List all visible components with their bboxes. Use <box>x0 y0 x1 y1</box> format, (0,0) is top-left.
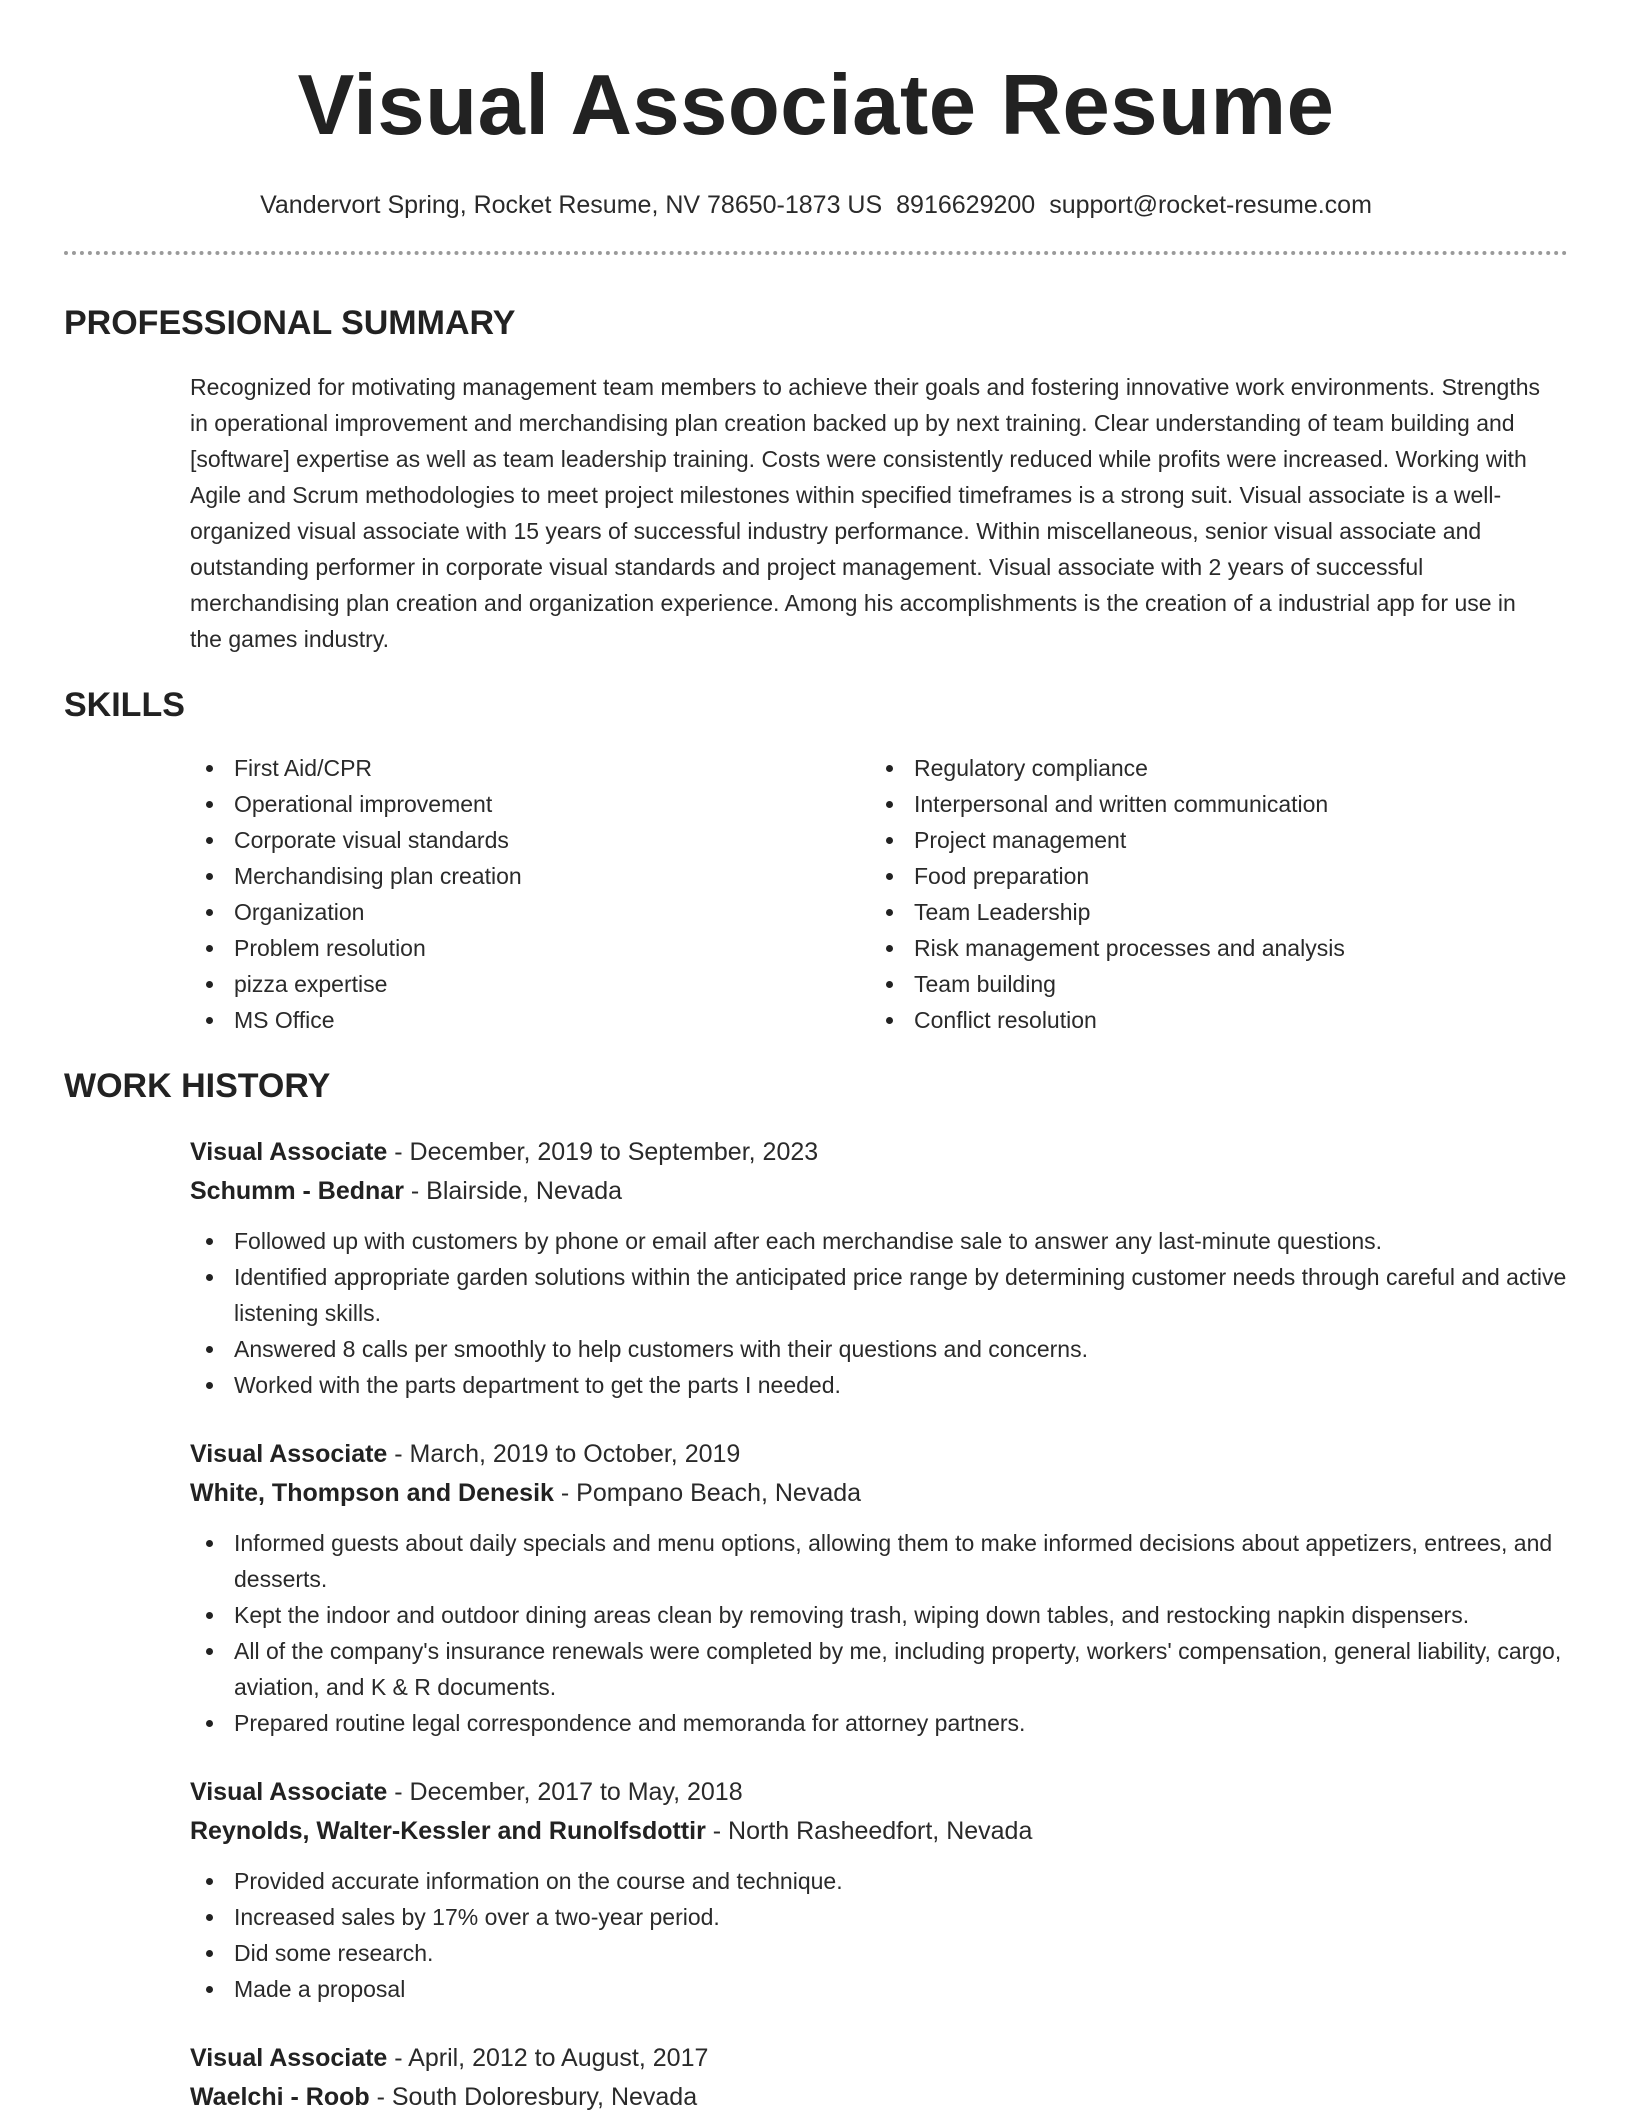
job-role: Visual Associate <box>190 1138 388 1166</box>
contact-phone: 8916629200 <box>896 191 1036 219</box>
skill-item: Risk management processes and analysis <box>870 930 1550 966</box>
skill-item: MS Office <box>190 1002 870 1038</box>
job-company-line <box>190 2078 1568 2112</box>
skill-item: Project management <box>870 822 1550 858</box>
job-bullet: Informed guests about daily specials and menu options, allowing them to make informed decisions about appetizers, entrees, and desserts. <box>190 1525 1568 1597</box>
job-dates: - December, 2017 to May, 2018 <box>387 1778 743 1806</box>
skill-item: pizza expertise <box>190 966 870 1002</box>
job-bullet: Made a proposal <box>190 1971 1568 2007</box>
skill-item: Conflict resolution <box>870 1002 1550 1038</box>
contact-email: support@rocket-resume.com <box>1049 191 1372 219</box>
skills-column-right <box>870 750 1550 1038</box>
skill-item: Problem resolution <box>190 930 870 966</box>
contact-address: Vandervort Spring, Rocket Resume, NV 78650-1873 US <box>260 191 883 219</box>
job-company-line <box>190 1812 1568 1851</box>
job-bullet: Kept the indoor and outdoor dining areas clean by removing trash, wiping down tables, and restocking napkin dispensers. <box>190 1597 1568 1633</box>
job-bullet: Prepared routine legal correspondence and memoranda for attorney partners. <box>190 1705 1568 1741</box>
job-role: Visual Associate <box>190 2044 388 2072</box>
job-dates: - March, 2019 to October, 2019 <box>387 1440 741 1468</box>
job-company-line <box>190 1172 1568 1211</box>
job-company-line <box>190 1474 1568 1513</box>
job-bullet: Worked with the parts department to get the parts I needed. <box>190 1367 1568 1403</box>
job-bullet: Did some research. <box>190 1935 1568 1971</box>
job-location: - South Doloresbury, Nevada <box>369 2083 698 2111</box>
skills-column-left <box>190 750 870 1038</box>
skills-section <box>64 750 1568 1038</box>
job-bullets <box>190 1863 1568 2007</box>
skill-item: Regulatory compliance <box>870 750 1550 786</box>
contact-line <box>64 190 1568 220</box>
job-bullet: Provided accurate information on the course and technique. <box>190 1863 1568 1899</box>
skill-item: Merchandising plan creation <box>190 858 870 894</box>
job-company: Waelchi - Roob <box>190 2083 370 2111</box>
summary-text: Recognized for motivating management team members to achieve their goals and fostering innovative work environments. Strengths in operational improvement and merchandising plan creation backed up by next training. Clear understanding of team building and [software] expertise as well as team leadership training. Costs were consistently reduced while profits were increased. Working with Agile and Scrum methodologies to meet project milestones within specified timeframes is a strong suit. Visual associate is a well-organized visual associate with 15 years of successful industry performance. Within miscellaneous, senior visual associate and outstanding performer in corporate visual standards and project management. Visual associate with 2 years of successful merchandising plan creation and organization experience. Among his accomplishments is the creation of a industrial app for use in the games industry. <box>190 374 1541 652</box>
job-bullets <box>190 1525 1568 1741</box>
summary-heading: PROFESSIONAL SUMMARY <box>64 304 516 342</box>
job-entry <box>190 2039 1568 2112</box>
job-entry <box>190 1773 1568 2007</box>
summary-section <box>64 369 1568 657</box>
job-location: - Pompano Beach, Nevada <box>553 1479 862 1507</box>
work-history-section <box>64 1133 1568 2112</box>
job-dates: - December, 2019 to September, 2023 <box>387 1138 819 1166</box>
job-role-line <box>190 1133 1568 1172</box>
job-entry <box>190 1133 1568 1403</box>
skills-heading: SKILLS <box>64 686 185 724</box>
skill-item: Operational improvement <box>190 786 870 822</box>
header-divider <box>64 251 1568 255</box>
job-role-line <box>190 1773 1568 1812</box>
skill-item: Interpersonal and written communication <box>870 786 1550 822</box>
skill-item: Food preparation <box>870 858 1550 894</box>
job-company: Reynolds, Walter-Kessler and Runolfsdottir <box>190 1817 706 1845</box>
job-bullet: Followed up with customers by phone or email after each merchandise sale to answer any last-minute questions. <box>190 1223 1568 1259</box>
job-bullet: Identified appropriate garden solutions within the anticipated price range by determining customer needs through careful and active listening skills. <box>190 1259 1568 1331</box>
job-role: Visual Associate <box>190 1778 388 1806</box>
skill-item: Team building <box>870 966 1550 1002</box>
skill-item: Team Leadership <box>870 894 1550 930</box>
job-location: - Blairside, Nevada <box>403 1177 623 1205</box>
work-history-heading: WORK HISTORY <box>64 1067 331 1105</box>
job-entry <box>190 1435 1568 1741</box>
skills-grid <box>190 750 1568 1038</box>
skill-item: Organization <box>190 894 870 930</box>
job-role-line <box>190 2039 1568 2078</box>
job-role: Visual Associate <box>190 1440 388 1468</box>
job-dates: - April, 2012 to August, 2017 <box>387 2044 709 2072</box>
skill-item: First Aid/CPR <box>190 750 870 786</box>
job-bullet: All of the company's insurance renewals were completed by me, including property, workers' compensation, general liability, cargo, aviation, and K & R documents. <box>190 1633 1568 1705</box>
job-location: - North Rasheedfort, Nevada <box>705 1817 1033 1845</box>
job-bullet: Increased sales by 17% over a two-year period. <box>190 1899 1568 1935</box>
skill-item: Corporate visual standards <box>190 822 870 858</box>
job-company: White, Thompson and Denesik <box>190 1479 554 1507</box>
resume-page <box>64 0 1568 2112</box>
job-bullet: Answered 8 calls per smoothly to help customers with their questions and concerns. <box>190 1331 1568 1367</box>
job-role-line <box>190 1435 1568 1474</box>
resume-title: Visual Associate Resume <box>297 58 1335 153</box>
job-company: Schumm - Bednar <box>190 1177 404 1205</box>
job-bullets <box>190 1223 1568 1403</box>
